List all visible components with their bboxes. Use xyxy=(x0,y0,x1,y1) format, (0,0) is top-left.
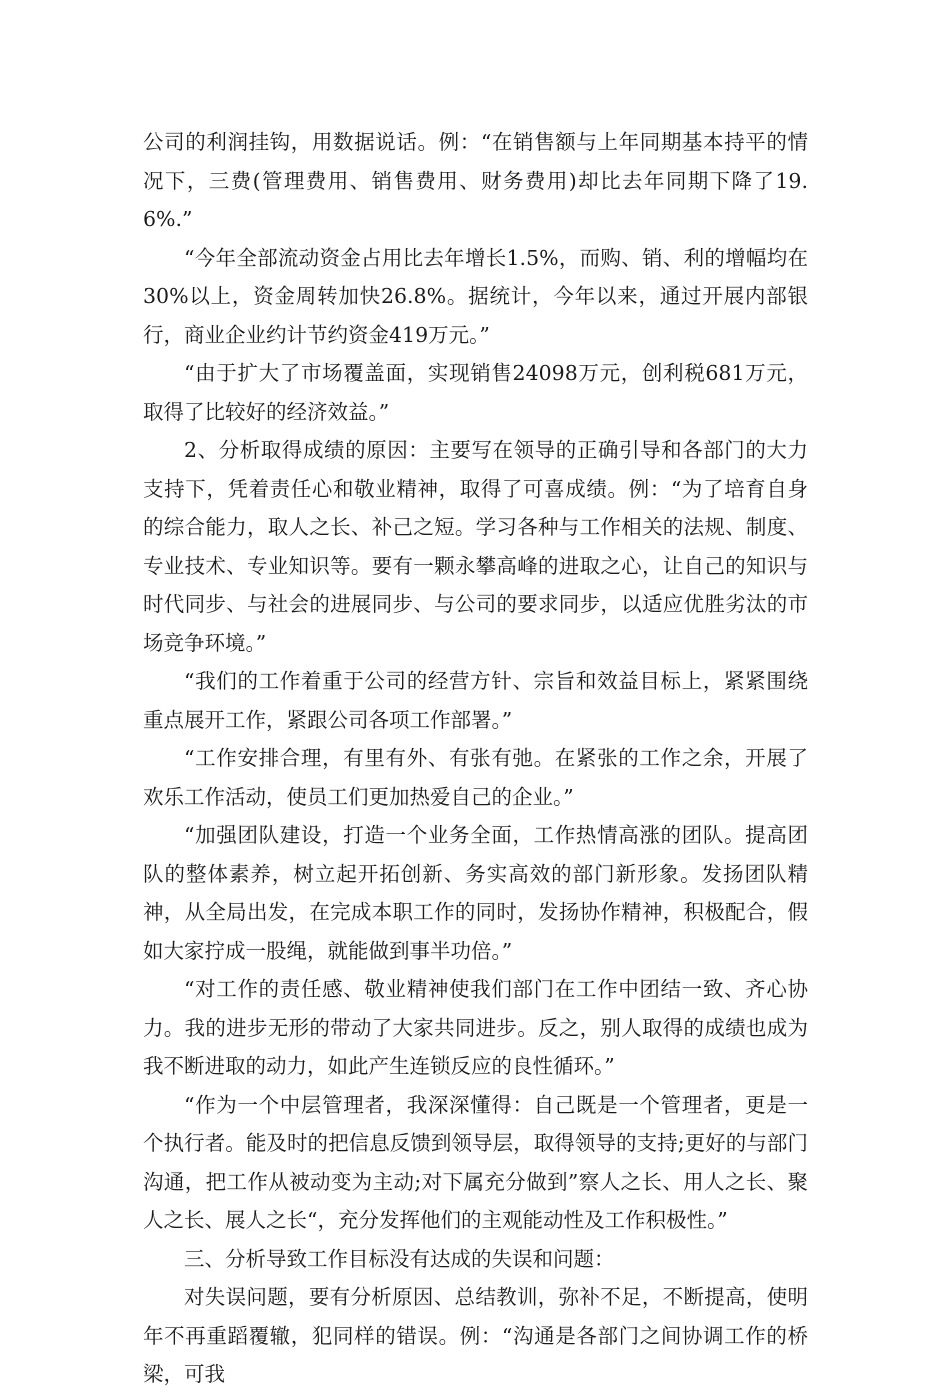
paragraph-middle-manager: “作为一个中层管理者，我深深懂得：自己既是一个管理者，更是一个执行者。能及时的把信息反馈到领导层，取得领导的支持;更好的与部门沟通，把工作从被动变为主动;对下属充分做到”察人之长、用人之长、聚人之长、展人之长“，充分发挥他们的主观能动性及工作积极性。” xyxy=(143,1092,808,1232)
document-body xyxy=(143,123,808,1394)
paragraph-work-arrangement: “工作安排合理，有里有外、有张有弛。在紧张的工作之余，开展了欢乐工作活动，使员工们更加热爱自己的企业。” xyxy=(143,746,808,809)
paragraph-team-building: “加强团队建设，打造一个业务全面，工作热情高涨的团队。提高团队的整体素养，树立起开拓创新、务实高效的部门新形象。发扬团队精神，从全局出发，在完成本职工作的同时，发扬协作精神，积极配合，假如大家拧成一股绳，就能做到事半功倍。” xyxy=(143,823,808,963)
paragraph-responsibility: “对工作的责任感、敬业精神使我们部门在工作中团结一致、齐心协力。我的进步无形的带动了大家共同进步。反之，别人取得的成绩也成为我不断进取的动力，如此产生连锁反应的良性循环。” xyxy=(143,977,808,1078)
paragraph-profit-data: 公司的利润挂钩，用数据说话。例：“在销售额与上年同期基本持平的情况下，三费(管理费用、销售费用、财务费用)却比去年同期下降了19.6%.” xyxy=(143,130,808,231)
paragraph-company-policy: “我们的工作着重于公司的经营方针、宗旨和效益目标上，紧紧围绕重点展开工作，紧跟公司各项工作部署。” xyxy=(143,669,808,732)
paragraph-working-capital: “今年全部流动资金占用比去年增长1.5%，而购、销、利的增幅均在30%以上，资金周转加快26.8%。据统计，今年以来，通过开展内部银行，商业企业约计节约资金419万元。” xyxy=(143,245,808,347)
paragraph-success-reasons: 2、分析取得成绩的原因：主要写在领导的正确引导和各部门的大力支持下，凭着责任心和敬业精神，取得了可喜成绩。例：“为了培育自身的综合能力，取人之长、补己之短。学习各种与工作相关的法规、制度、专业技术、专业知识等。要有一颗永攀高峰的进取之心，让自己的知识与时代同步、与社会的进展同步、与公司的要求同步，以适应优胜劣汰的市场竞争环境。” xyxy=(143,438,808,655)
paragraph-mistake-analysis: 对失误问题，要有分析原因、总结教训，弥补不足，不断提高，使明年不再重蹈覆辙，犯同样的错误。例：“沟通是各部门之间协调工作的桥梁，可我 xyxy=(143,1285,808,1386)
section-heading-mistakes: 三、分析导致工作目标没有达成的失误和问题： xyxy=(184,1246,615,1271)
paragraph-market-coverage: “由于扩大了市场覆盖面，实现销售24098万元，创利税681万元，取得了比较好的经济效益。” xyxy=(143,361,808,424)
